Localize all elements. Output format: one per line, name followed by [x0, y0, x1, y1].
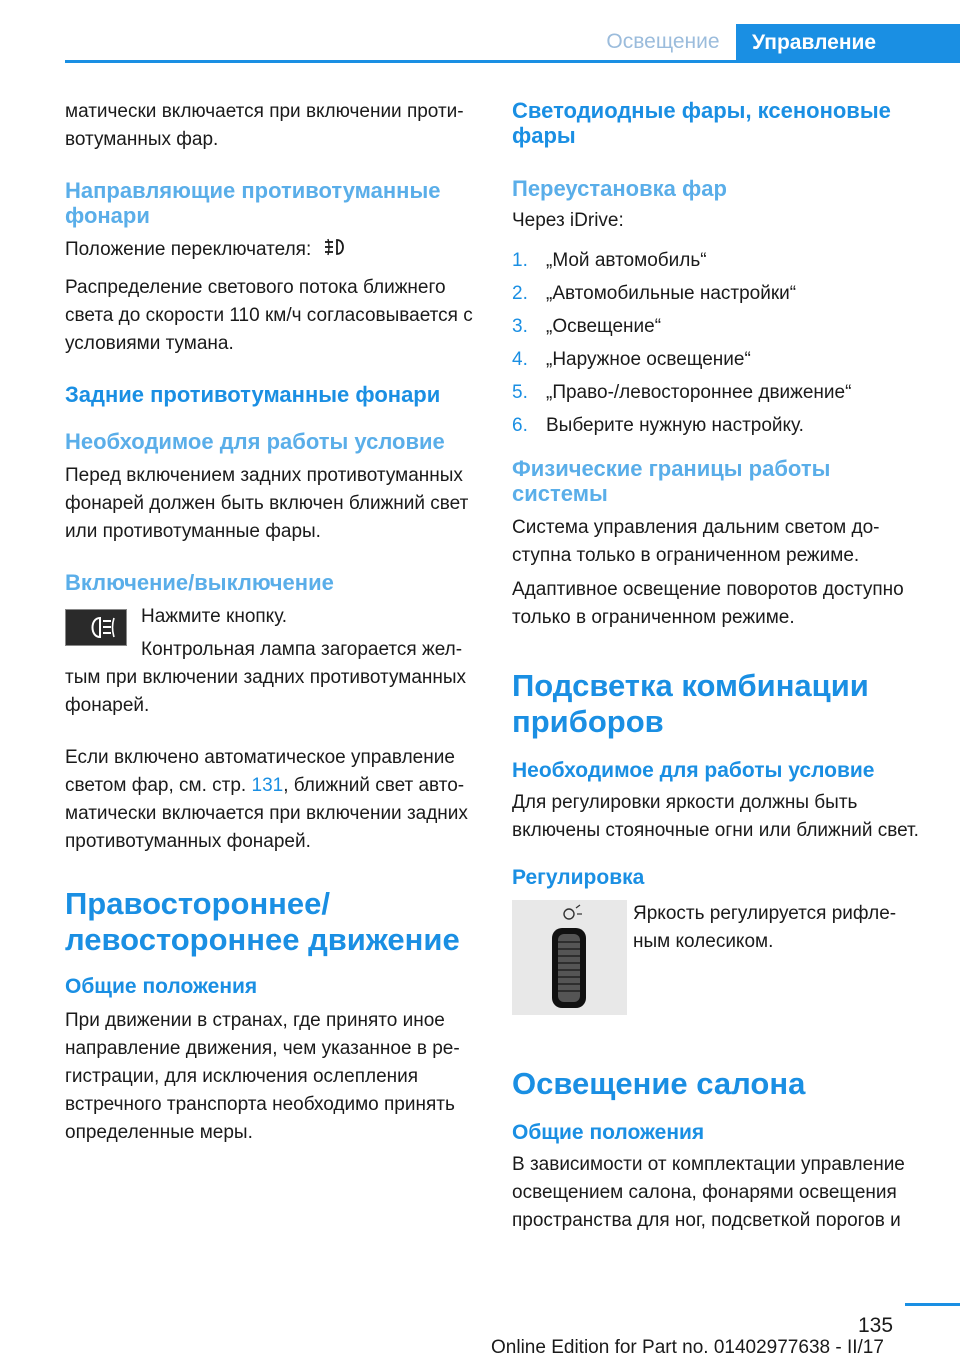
header-chapter-tab: Управление — [736, 24, 960, 63]
general-paragraph-right: В зависимости от комплектации управление освещением салона, фонарями освещения пространства для ног, подсветкой порогов и — [512, 1154, 905, 1231]
heading-led-xenon: Светодиодные фары, ксеноновые фары — [512, 98, 891, 148]
heading-precondition: Необходимое для работы условие — [65, 429, 445, 454]
front-fog-light-icon — [323, 236, 351, 267]
list-item-text: „Мой автомобиль“ — [546, 250, 707, 271]
footer-edition: Online Edition for Part no. 01402977638 - II/17 — [491, 1337, 884, 1358]
list-item-number: 2. — [512, 283, 528, 304]
limits-paragraph-2: Адаптивное освещение поворотов доступно только в ограниченном режиме. — [512, 579, 904, 628]
dimmer-wheel-image — [512, 900, 627, 1015]
auto-para-after: , ближний свет авто-матически включается при включении задних противотуманных фонарей. — [65, 775, 468, 852]
heading-limits: Физические границы работы системы — [512, 456, 831, 506]
heading-adjust: Регулировка — [512, 866, 645, 889]
list-item-text: „Наружное освещение“ — [546, 349, 751, 370]
list-item — [512, 280, 930, 308]
general-paragraph: При движении в странах, где принято иное направление движения, чем указанное в ре-гистрации, для исключения ослепления встречного транспорта необходимо принять определенные меры. — [65, 1010, 460, 1143]
right-column — [512, 98, 930, 1235]
list-item-text: Выберите нужную настройку. — [546, 415, 804, 436]
heading-directional-fog: Направляющие противотуманные фонари — [65, 178, 441, 228]
list-item — [512, 247, 930, 275]
heading-precondition-right: Необходимое для работы условие — [512, 759, 875, 782]
continued-paragraph: матически включается при включении проти-вотуманных фар. — [65, 101, 464, 150]
via-idrive: Через iDrive: — [512, 210, 624, 231]
list-item — [512, 346, 930, 374]
directional-paragraph: Распределение светового потока ближнего света до скорости 110 км/ч согласовывается с условиями тумана. — [65, 277, 473, 354]
heading-on-off: Включение/выключение — [65, 570, 334, 595]
heading-rear-fog: Задние противотуманные фонари — [65, 382, 441, 407]
heading-general: Общие положения — [65, 975, 258, 998]
header-section-tab: Освещение — [606, 30, 720, 53]
page-number: 135 — [858, 1314, 894, 1337]
limits-paragraph-1: Система управления дальним светом до-ступна только в ограниченном режиме. — [512, 517, 880, 566]
rear-fog-button-image — [65, 609, 127, 646]
list-item-number: 3. — [512, 316, 528, 337]
indicator-paragraph: Контрольная лампа загорается жел-тым при включении задних противотуманных фонарей. — [65, 639, 467, 716]
adjust-block — [512, 900, 930, 1040]
press-button-text: Нажмите кнопку. — [141, 606, 288, 627]
auto-para-before: Если включено автоматическое управление светом фар, см. стр. — [65, 747, 455, 796]
heading-interior-lighting: Освещение салона — [512, 1066, 806, 1101]
switch-position-label: Положение переключателя: — [65, 239, 312, 260]
list-item-text: „Право-/левостороннее движение“ — [546, 382, 852, 403]
footer-rule — [905, 1303, 960, 1306]
heading-readjust: Переустановка фар — [512, 176, 727, 201]
auto-headlight-paragraph — [65, 744, 483, 856]
precondition-paragraph-right: Для регулировки яркости должны быть включены стояночные огни или ближний свет. — [512, 792, 919, 841]
steps-list — [512, 247, 930, 440]
adjust-paragraph: Яркость регулируется рифле-ным колесиком. — [633, 903, 897, 952]
list-item-text: „Автомобильные настройки“ — [546, 283, 797, 304]
list-item-number: 6. — [512, 415, 528, 436]
list-item-number: 4. — [512, 349, 528, 370]
left-column — [65, 98, 483, 1147]
heading-instrument-lighting: Подсветка комбинации приборов — [512, 668, 869, 739]
list-item-text: „Освещение“ — [546, 316, 662, 337]
list-item — [512, 412, 930, 440]
list-item-number: 5. — [512, 382, 528, 403]
page-reference-link[interactable]: 131 — [251, 775, 284, 796]
heading-general-right: Общие положения — [512, 1121, 705, 1144]
header-rule — [65, 60, 960, 63]
precondition-paragraph: Перед включением задних противотуманных фонарей должен быть включен ближний свет или противотуманные фары. — [65, 465, 469, 542]
switch-position-line — [65, 236, 483, 267]
heading-traffic: Правостороннее/ левостороннее движение — [65, 886, 460, 957]
list-item — [512, 379, 930, 407]
list-item — [512, 313, 930, 341]
rear-fog-button-block — [65, 603, 483, 631]
list-item-number: 1. — [512, 250, 528, 271]
